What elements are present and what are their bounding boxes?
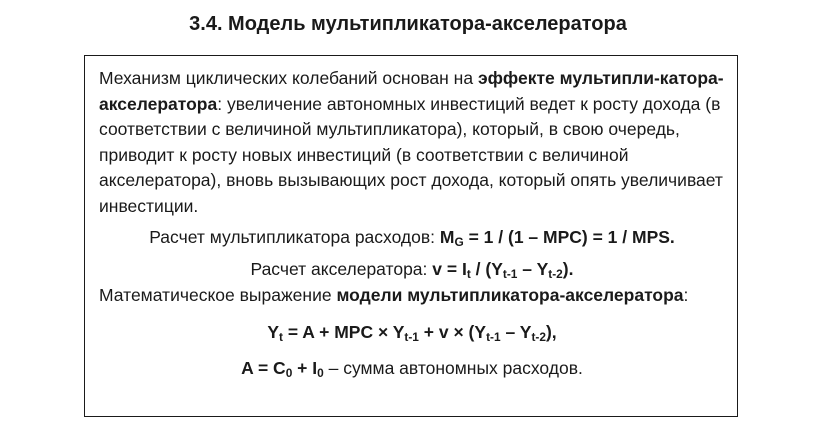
math-bold-term: модели мультипликатора-акселератора [336,284,684,305]
math-text-end: : [683,284,689,305]
accelerator-minus: – Y [517,259,549,280]
accelerator-formula [432,259,574,282]
equation-subscript-2: t-1 [486,330,501,345]
accelerator-mid: / (Y [470,259,503,280]
multiplier-formula [440,227,675,247]
autonomous-c: A = C [241,357,286,378]
multiplier-subscript: G [454,234,464,249]
accelerator-v-subscript: t [466,267,471,282]
accelerator-label: Расчет акселератора: [250,259,433,280]
equation-part-3: – Y [500,322,532,343]
multiplier-formula-line [99,225,725,251]
equation-y: Y [267,322,279,343]
autonomous-spending-line [99,356,725,382]
accelerator-formula-line [99,257,725,283]
autonomous-formula [241,358,324,378]
equation-part-1: = A + MPC × Y [282,322,405,343]
equation-subscript-1: t-1 [404,330,419,345]
accelerator-end: ). [562,259,574,280]
intro-bold-term: эффекте мультипли-катора-акселератора [99,68,724,114]
equation-part-2: + v × (Y [418,322,487,343]
equation-y-subscript: t [279,330,283,345]
equation-end: ), [545,322,557,343]
math-expression-paragraph [99,283,725,309]
accelerator-v: v = I [432,259,467,280]
autonomous-description: – сумма автономных расходов. [323,357,583,378]
page-title: 3.4. Модель мультипликатора-акселератора [189,13,627,35]
definition-box [84,55,738,417]
autonomous-c-subscript: 0 [285,365,293,380]
model-equation [99,320,725,346]
multiplier-label: Расчет мультипликатора расходов: [149,226,440,247]
intro-text-start: Механизм циклических колебаний основан на [99,68,478,88]
multiplier-expression: = 1 / (1 – MPC) = 1 / MPS. [463,226,675,247]
accelerator-subscript-2: t-2 [548,267,563,282]
autonomous-plus-i: + I [292,357,318,378]
intro-text-rest: : увеличение автономных инвестиций ведет к росту дохода (в соответствии с величиной мультипликатора), который, в свою очередь, приводит к росту новых инвестиций (в соответствии с величиной акселератора), вновь вызывающих рост дохода, который опять увеличивает инвестиции. [99,93,723,216]
autonomous-i-subscript: 0 [317,365,324,380]
accelerator-subscript-1: t-1 [502,267,518,282]
intro-paragraph [99,66,725,220]
multiplier-symbol: M [439,226,455,247]
equation-subscript-3: t-2 [531,330,546,345]
math-text-start: Математическое выражение [99,284,337,305]
